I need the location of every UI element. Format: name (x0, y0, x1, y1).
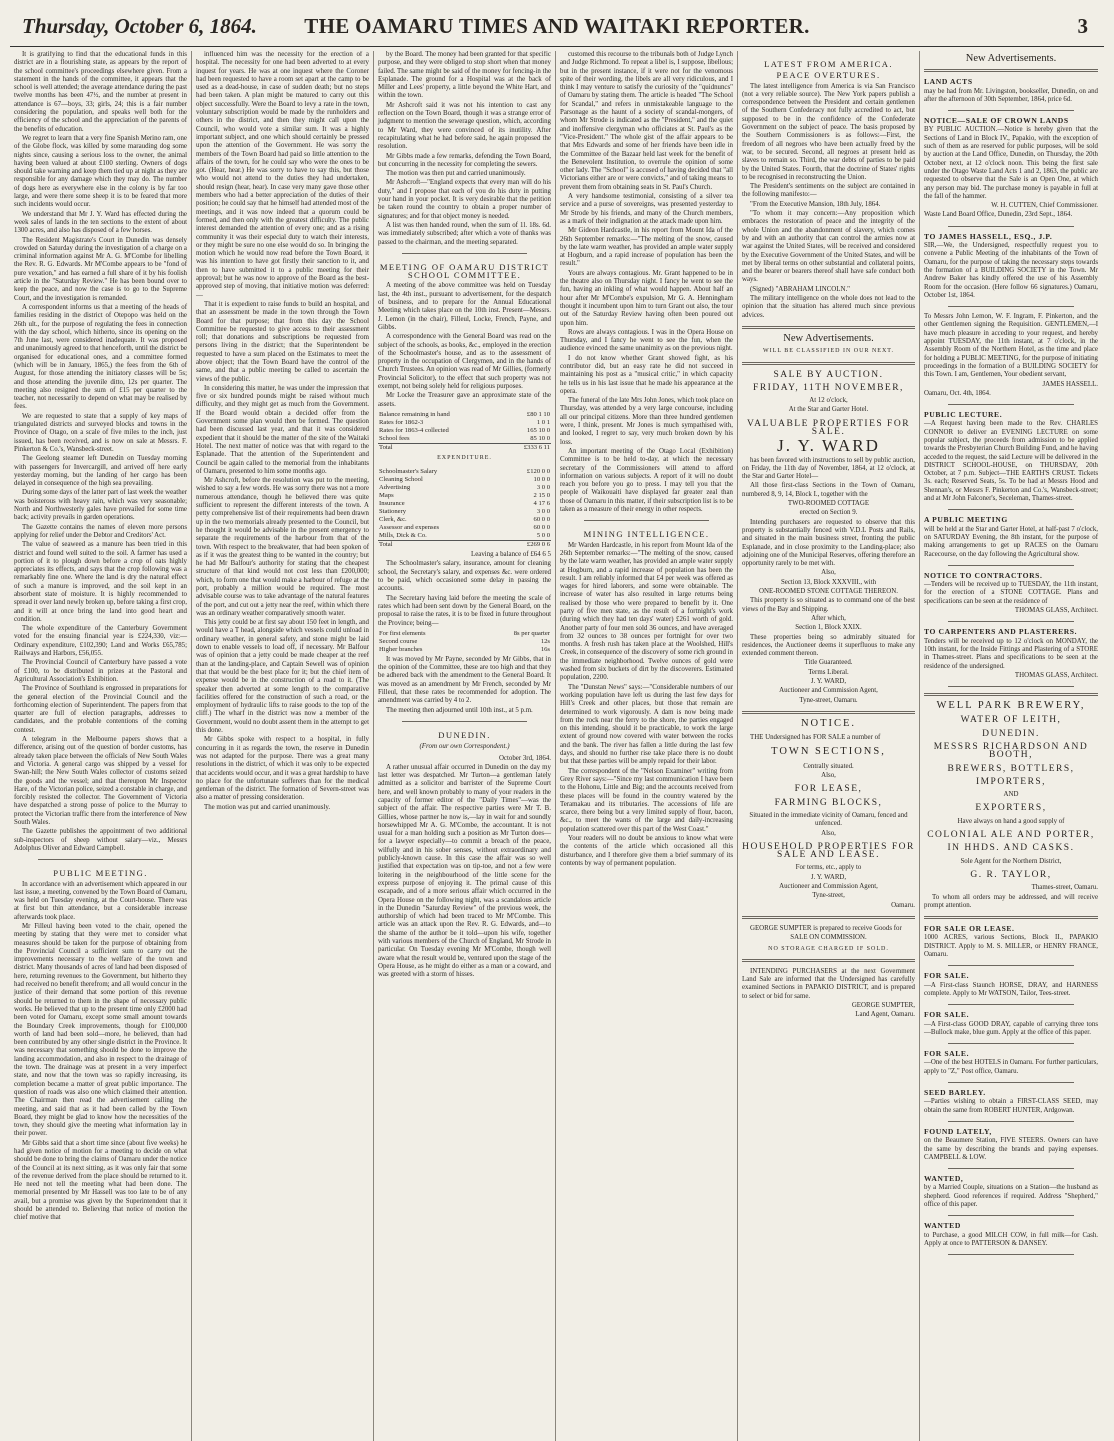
paragraph: Section 13, Block XXXVIII., with (780, 578, 877, 586)
ward-signature: J. Y. WARD, (810, 873, 847, 881)
dunedin-heading: DUNEDIN. (438, 729, 491, 740)
row-label: Rates for 1862-3 (379, 418, 424, 426)
paragraph: The military intelligence on the whole does not lead to the opinion that the situation has altered much since previous advices. (742, 295, 915, 319)
advertisement (924, 572, 1098, 622)
divider (948, 565, 1074, 566)
ad-sig: THOMAS GLASS, Architect. (1014, 607, 1098, 615)
paragraph: These properties being so admirably situated for residences, the Auctioneer deems it superfluous to make any extended comment thereon. (742, 633, 915, 658)
expenditure-total-label: Total (378, 541, 507, 550)
column-3 (374, 51, 556, 1441)
table-row (378, 638, 551, 646)
paragraph: All those first-class Sections in the Town of Oamaru, numbered 8, 9, 14, Block I., together with the (742, 482, 915, 498)
row-value: 3 0 0 (536, 484, 550, 492)
table-row (378, 427, 551, 435)
public-meeting-end (378, 51, 551, 247)
ad-title: FOUND LATELY, (924, 1126, 992, 1136)
ad-text: 1000 ACRES, various Sections, Block II., PAPAKIO DISTRICT. Apply to M. S. MILLER, or HENRY FRANCE, Oamaru. (924, 934, 1098, 959)
brewery-line-10: COLONIAL ALE AND PORTER, (927, 830, 1095, 841)
paragraph: The Resident Magistrate's Court in Dunedin was densely crowded on Saturday during the investigation of a charge on a criminal information against Mr A. G. M'Combe for libelling the Rev. R. G. Edwards. Mr M'Combe appears to be "fond of pure vexation," and has earned a full share of it by his foolish article in the "Saturday Review." He has been bound over to keep the peace, and now the case is to go to the Supreme Court, and the investigation is remanded. (14, 236, 187, 302)
advertisement (924, 1175, 1098, 1216)
notice-heading: NOTICE. (800, 717, 857, 729)
advertisement (924, 78, 1098, 111)
advertisement (924, 233, 1098, 307)
divider (948, 226, 1074, 227)
row-value: 60 0 0 (533, 524, 550, 532)
row-value: 10 0 0 (533, 476, 550, 484)
ad-title: PUBLIC LECTURE. (924, 410, 1003, 420)
paragraph: Mr Gideon Hardcastle, in his report from Mount Ida of the 26th September remarks:—"The melting of the snow, caused by the late warm weather, has provided an ample water supply at Hogburn, and a rapid increase of population has been the result." (560, 227, 733, 268)
row-label: School fees (379, 434, 410, 442)
farming-text: Situated in the immediate vicinity of Oamaru, fenced and unfenced. (749, 811, 908, 828)
advertisement (924, 1011, 1098, 1044)
paragraph: Mr Ashcroft—"England expects that every man will do his duty," and I propose that each of you do his duty in putting your hand in your pocket. It is very desirable that the petition be taken round the country to obtain a proper number of signatures; and for that object money is needed. (378, 179, 551, 220)
paragraph: It was moved by Mr Payne, seconded by Mr Gibbs, that in the opinion of the Committee, these are too high and that they be adhered back with the amendment to the General Board. It was moved as an amendment by Mr French, seconded by Mr Filleul, that these rates be recommended for adoption. The amendment was carried by 4 to 2. (378, 655, 551, 705)
paragraph: In considering this matter, he was under the impression that five or six hundred pounds might be raised without much difficulty, and they might get as much from the Government. If the Board would obtain a decided offer from the Government some plan would then be formed. The question had been discussed last year, and that it was considered expedient that it should be the matter of the site of the Waitaki Hotel. The next matter of notice was that with regard to the Esplanade. That the attention of the Superintendent and Council be again called to the memorial from the inhabitants of Oamaru, presented to him some months ago. (196, 384, 369, 475)
table-row (378, 500, 551, 508)
terms-apply: For terms, etc., apply to (795, 864, 862, 872)
advertisement (924, 925, 1098, 966)
divider (742, 362, 915, 365)
paragraph: Title Guaranteed. (804, 659, 853, 667)
paragraph: The whole expenditure of the Canterbury Government voted for the ensuing financial year is £224,330, viz:—Ordinary expenditure, £102,390; Land and Works £65,785; Railways and Harbors, £56,055. (14, 625, 187, 658)
table-row (378, 492, 551, 500)
fees-table (378, 630, 551, 654)
row-value: 12s (540, 637, 550, 645)
newspaper-title: THE OAMARU TIMES AND WAITAKI REPORTER. (304, 14, 810, 38)
paragraph: The value of seaweed as a manure has been tried in this district and found well suited to the soil. A farmer has used a portion of it to plough down before a crop of oats highly appreciates its effects, and says that the crop following was a remarkably fine one. Where the land is dry the natural effect of such a manure is improved, and the soil kept in an absorbent state of moisture. It is highly recommended to spread it over land newly broken up, before taking a first crop, and it will at once bring the land into good heart and condition. (14, 541, 187, 623)
ad-text: by a Married Couple, situations on a Station—the husband as shepherd. Good references if required. Address "Shepherd," office of this paper. (924, 1184, 1098, 1208)
advertisement (924, 1050, 1098, 1083)
brewery-line-15: To whom all orders may be addressed, and will receive prompt attention. (924, 893, 1098, 909)
advertisement (924, 313, 1098, 405)
paragraph: The Gazette publishes the appointment of two additional sub-inspectors of sheep without salary—viz., Messrs Adolphus Oliver and Edward Campbell. (14, 828, 187, 852)
ad-text: —One of the best HOTELS in Oamaru. For further particulars, apply to "Z," Post office, Oamaru. (924, 1059, 1098, 1075)
row-value: 5 0 0 (536, 532, 550, 540)
divider (948, 1215, 1074, 1216)
local-news (14, 51, 187, 853)
balance-table (378, 411, 551, 452)
paragraph: The Gazette contains the names of eleven more persons applying for relief under the Debtor and Creditors' Act. (14, 523, 187, 539)
paragraph: Terms Liberal. (808, 668, 849, 676)
ward-intro: has been favored with instructions to sell by public auction, on Friday, the 11th day of November, 1864, at 12 o'clock, at the Star and Garter Hotel— (742, 456, 915, 481)
divider (924, 693, 1098, 696)
row-label: Stationery (379, 508, 407, 516)
advertisement (924, 516, 1098, 565)
paragraph: Intending purchasers are requested to observe that this property is substantially fenced with V.D.L Posts and Rails, and situated in the main business street, fronting the public Esplanade, and in close proximity to the Landing-place; also adjoining one of the Municipal Reserves, offering therefore an opportunity rarely to be met with. (742, 518, 915, 568)
balance-total-row (378, 443, 551, 452)
table-row (378, 468, 551, 476)
paragraph: A meeting of the above committee was held on Tuesday last, the 4th inst., pursuant to advertisement, for the despatch of business, and to prepare for the Annual Educational Meeting which takes place on the 10th inst. Present—Messrs. J. Lemon (in the chair), Filleul, Locke, French, Payne, and Gibbs. (378, 282, 551, 331)
sumpter-note: NO STORAGE CHARGED IF SOLD. (768, 945, 889, 952)
divider (924, 916, 1098, 919)
divider (948, 1043, 1074, 1044)
advertisement (924, 1222, 1098, 1255)
row-value: 85 10 0 (530, 434, 550, 442)
dunedin-date: October 3rd, 1864. (498, 754, 551, 762)
leaving-balance: Leaving a balance of £64 6 5 (471, 551, 551, 559)
divider (948, 1121, 1074, 1122)
paragraph: A correspondent informs us that a meeting of the heads of families residing in the district of Otepopo was held on the 26th ult., for the purpose of regulating the fees in connection with the day school, which hitherto, since its opening on the 7th June last, were considered inadequate. It was proposed and unanimously agreed to that henceforth, until the district be organised for educational ones, and a committee formed (which will be in January, 1865,) the fees from the 6th of August, for those attending the initiatory classes will be 5s; and those attending the juvenile ditto, 12s per quarter. The meeting also resigned the sum of £15 per quarter to the teacher, not necessarily to depend on what may be realised by fees. (14, 303, 187, 411)
paragraph: A rather unusual affair occurred in Dunedin on the day my last letter was despatched. Mr Turton—a gentleman lately admitted as a solicitor and barrister of the Supreme Court here, and well known probably to many of your readers in the capacity of former editor of the "Daily Times"—was the subject of the affair. The respective parties were Mr T. B. Gillies, whose partner he now is,—lay in wait for and soundly horsewhipped Mr A. G. M'Combe, the accountant. It is not usual for a man holding such a position as Mr Turton does—for a lawyer especially—to commit a breach of the peace, wilfully and in his sober senses, without extraordinary and publicly-known cause. In this case the affair was so well justified that expectation was on tip-toe, and not a few were loitering in the neighbourhood of the little scene for the express purpose of enjoying it. The primal cause of this escapade, and of a more serious affair which occurred in the Opera House on the following night, was a scandalous article in the Dunedin "Saturday Review" of the previous week, the authorship of which had been traced to Mr M'Combe. This article was an attack upon the Rev. R. G. Edwards, and—to the shame of the author be it told—upon his wife, together with various members of the Church of England, Mr Strode in particular. On Tuesday evening Mr M'Combe, though well aware what the result would be, ventured upon the stage of the Opera House, as he might do either as a man or a coward, and was greeted with a storm of hisses. (378, 763, 551, 979)
ad-sig: THOMAS GLASS, Architect. (1014, 671, 1098, 679)
page-number: 3 (1077, 14, 1088, 38)
auctioneer-name: J. Y. WARD (777, 436, 880, 456)
table-row (378, 508, 551, 516)
paragraph: by the Board. The money had been granted for that specific purpose, and they were obliged to stop short when that money failed. The same might be said of the money for fencing-in the Esplanade. The ground for a Hospital was at the back of Miller and Lees' property, a little beyond the White Hart, and within the town. (378, 51, 551, 100)
row-label: Schoolmaster's Salary (379, 468, 438, 476)
table-row (378, 484, 551, 492)
expenditure-total-value: £269 0 6 (507, 541, 551, 550)
paragraph: Mr Gibbs made a few remarks, defending the Town Board, but concurring in the necessity for completing the sewers. (378, 152, 551, 168)
brewery-city: DUNEDIN. (982, 728, 1040, 739)
paragraph: The President's sentiments on the subject are contained in the following manifesto:— (742, 183, 915, 199)
ad-text: may be had from Mr. Livingston, bookseller, Dunedin, on and after the afternoon of 30th September, 1864, price 6d. (924, 87, 1098, 103)
paragraph: We are requested to state that a supply of key maps of triangulated districts and surveyed blocks and towns in the Province of Otago, on a scale of five miles to the inch, just issued, has been received, and is now on sale at Messrs. F. Pinkerton & Co.'s, Wansbeck-street. (14, 412, 187, 453)
ward-sale-items (742, 482, 915, 704)
brewery-owners: MESSRS RICHARDSON AND BOOTH, (933, 742, 1089, 761)
school-committee-article-2 (378, 560, 551, 627)
row-label: Second course (379, 637, 418, 645)
new-ads-heading: New Advertisements. (783, 332, 874, 344)
paragraph: Rows are always contagious. I was in the Opera House on Thursday, and I fancy he went to see the fun, when the audience evinced the same unanimity as on the previous night. (560, 328, 733, 353)
row-value: 2 15 0 (533, 492, 550, 500)
columns (10, 51, 1104, 1441)
divider (38, 859, 163, 860)
divider (948, 1168, 1074, 1169)
paragraph: A correspondence with the General Board was read on the subject of the schools, as books, &c., employed in the erection of the Schoolmaster's house, and as to the assessment of property in the occupation of Clergymen, and in the hands of Church Trustees. An opinion was read of Mr Gillies, (formerly Provincial Solicitor), to the effect that such property was not exempt, not being solely held for religious purposes. (378, 333, 551, 390)
public-meeting-continued (196, 51, 369, 812)
divider (948, 621, 1074, 622)
paragraph: customed this recourse to the tribunals both of Judge Lynch and Judge Richmond. To repeat a libel is, I suppose, libellous; but in the present instance, if it were not for the venomous spite of their wording, the libels are all very ridiculous, and I think I may venture to satisfy the curiosity of the "quidnuncs" of Oamaru by stating them. The article is headed "The School for Scandal," and refers in unmistakeable language to the Parsonage as the haunt of a society of scandal-mongers, of whom Mr Strode is indicated as the "President," and the quiet and inoffensive clergyman who officiates at St. Paul's as the "Vice-President." The whole gist of the affair appears to be that Mrs Edwards and some of her friends have been idle in the Committee of the Bazaar held last week for the benefit of the Benevolent Institution, to overrule the opinion of some other lady. The "School" is accused of having decided that "all Victorians either are or were convicts," and of taking means to prevent them from obtaining seats in St. Paul's Church. (560, 51, 733, 191)
divider (742, 711, 915, 714)
paragraph: (Signed) "ABRAHAM LINCOLN." (750, 285, 850, 293)
divider (924, 69, 1098, 72)
dunedin-article-continued (560, 51, 733, 514)
sale-place: At the Star and Garter Hotel. (788, 406, 869, 414)
sale-time: At 12 o'clock, (809, 397, 848, 405)
sale-date: FRIDAY, 11TH NOVEMBER, (753, 382, 904, 393)
divider (948, 306, 1074, 307)
masthead (10, 0, 1104, 47)
ward-signature-4: Oamaru. (891, 901, 915, 909)
divider (948, 404, 1074, 405)
paragraph: Your readers will no doubt be anxious to know what were the contents of the article which occasioned all this disturbance, and I therefore give them a brief summary of its contents by way of permanent population. (560, 835, 733, 867)
column-1 (10, 51, 192, 1441)
paragraph: The Schoolmaster's salary, insurance, amount for cleaning school, the Secretary's salary, and expenses &c. were ordered to be paid, which occasioned some delay in passing the accounts. (378, 560, 551, 593)
row-label: Insurance (379, 500, 405, 508)
paragraph: Mr Locke the Treasurer gave an approximate state of the assets. (378, 392, 551, 408)
school-committee-heading: MEETING OF OAMARU DISTRICT SCHOOL COMMITTEE. (379, 261, 550, 281)
expenditure-heading: EXPENDITURE. (437, 454, 492, 461)
also-1: Also, (821, 772, 836, 780)
row-label: Advertising (379, 484, 411, 492)
brewery-line-7: AND (1003, 791, 1019, 799)
sumpter-text: GEORGE SUMPTER is prepared to receive Goods for (750, 924, 902, 932)
issue-date: Thursday, October 6, 1864. (22, 14, 257, 38)
sale-heading: SALE BY AUCTION. (773, 369, 884, 380)
ad-text: —A First-class Staunch HORSE, DRAY, and HARNESS complete. Apply to Mr WATSON, Tailor, Tees-street. (924, 981, 1098, 997)
household-properties: HOUSEHOLD PROPERTIES FOR SALE AND LEASE. (742, 841, 915, 861)
balance-total-value: £333 6 11 (507, 443, 551, 452)
table-row (378, 419, 551, 427)
public-meeting-heading: PUBLIC MEETING. (53, 868, 148, 879)
paragraph: Tyne-street, Oamaru. (799, 696, 858, 704)
ad-title: FOR SALE. (924, 1010, 970, 1020)
paragraph: A very handsome testimonial, consisting of a silver tea service and a purse of sovereigns, was presented yesterday to Mr Strode by his friends, and many of the Church members, as a mark of their indignation at the attack made upon him. (560, 193, 733, 225)
ad-text: BY PUBLIC AUCTION.—Notice is hereby given that the Sections of Land in Block IV., Papakio, with the exception of such of them as are reserved for public purposes, will be sold by auction at the Land Office, Dunedin, on Thursday, the 20th October next, at 12 o'clock noon. This being the first sale under the Otago Waste Land Acts 1 and 2, 1863, the public are requested to observe that the Sale is an Open One, at which any person may bid. The purchase money is payable in full at the fall of the hammer. (924, 126, 1098, 200)
expenditure-table (378, 468, 551, 549)
brewery-line-11: IN HHDS. AND CASKS. (947, 843, 1075, 854)
farming-blocks: FARMING BLOCKS, (774, 797, 883, 808)
divider (742, 959, 915, 962)
brewery-line-12: Sole Agent for the Northern District, (960, 857, 1062, 865)
paragraph: In accordance with an advertisement which appeared in our last issue, a meeting, convened by the Town Board of Oamaru, was held on Tuesday evening, at the Court-house. There was at first but thin attendance, but a considerable increase afterwards took place. (14, 880, 187, 921)
brewery-line-9: Have always on hand a good supply of (957, 817, 1065, 825)
ad-text: Tenders will be received up to 12 o'clock on MONDAY, the 10th instant, for the Inside Fittings and Plastering of a STORE in Thames-street. Plans and specifications to be seen at the residence of the undersigned. (924, 637, 1098, 670)
paragraph: Mr Warden Hardcastle, in his report from Mount Ida of the 26th September remarks:—"The melting of the snow, caused by the late warm weather, has provided an ample water supply at Hogburn, and a rapid increase of population has been the result. I am reliably informed that £4 per week was offered as wages for hired laborers, and some were obtainable. The increase of water has also resulted in large returns being realised by those who were prepared to benefit by it. One party of five men state, as the result of a fortnight's work (during which they had ten days' water) £261 worth of gold. Another party of four men sold 36 ounces, and have averaged from 32 ounces to 38 ounces per fortnight for over two months. A fresh rush has taken place at the Woolshed, Hill's Creek, in consequence of the discovery of some rich ground in the immediate neighborhood. Twelve ounces of gold were washed from six buckets of dirt by the discoverers. Estimated population, 2200. (560, 541, 733, 682)
row-value: 165 10 0 (526, 426, 550, 434)
advertisements (924, 78, 1098, 687)
row-value: £120 0 0 (526, 468, 550, 476)
balance-total-label: Total (378, 443, 507, 452)
row-value: £80 1 10 (526, 410, 550, 418)
ad-title: A PUBLIC MEETING (924, 515, 1008, 525)
paragraph: Mr Ashcroft said it was not his intention to cast any reflection on the Town Board, though it was a strange error of judgment to mention the sewerage question, which, according to Mr Ward, they were convinced of its inutility. After recapitulating what he had before said, he again proposed the resolution. (378, 101, 551, 151)
ad-text: —Tenders will be received up to TUESDAY, the 11th instant, for the erection of a STONE COTTAGE. Plans and specifications can be seen at the residence of (924, 581, 1098, 605)
public-meeting-article (14, 881, 187, 1223)
table-row (378, 646, 551, 654)
ward-signature-3: Tyne-street, (812, 892, 845, 900)
column-5 (738, 51, 920, 1441)
row-label: Maps (379, 492, 394, 500)
divider (948, 110, 1074, 111)
divider (742, 326, 915, 329)
peace-heading: PEACE OVERTURES. (776, 70, 881, 81)
dunedin-subheading: (From our own Correspondent.) (419, 742, 510, 751)
divider (402, 721, 527, 722)
ad-text: SIR,—We, the Undersigned, respectfully request you to convene a Public Meeting of the inhabitants of the Town of Oamaru, for the purpose of taking the necessary steps towards the formation of a BUILDING SOCIETY in the Town. Mr Andrew Baker has kindly offered the use of his Assembly Room for the occasion. (Here follow 66 signatures.) Oamaru, October 1st, 1864. (924, 242, 1098, 299)
row-label: Balance remaining in hand (379, 410, 450, 418)
advertisement (924, 1128, 1098, 1169)
row-label: Cleaning School (379, 476, 423, 484)
brewery-line-14: Thames-street, Oamaru. (1031, 884, 1098, 892)
paragraph: Section 1, Block XXIX. (795, 624, 862, 632)
paragraph: A list was then handed round, when the sum of 1l. 18s. 6d. was immediately subscribed; after which a vote of thanks was passed to the chairman, and the meeting separated. (378, 221, 551, 246)
paragraph: An important meeting of the Otago Local (Exhibition) Committee is to be held to-day, at which the necessary secretary of the Commissioners will attend to afford information on various subjects. A report of it will no doubt reach you before you go to press. I may tell you that the people of Waikouaiti have displayed far greater zeal than those of Oamaru in this matter, if their subscription list is to be taken as a measure of their energy in other respects. (560, 447, 733, 514)
mining-article (560, 542, 733, 869)
new-ads-heading-2: New Advertisements. (965, 53, 1057, 64)
paragraph: The motion was then put and carried unanimously. (386, 170, 526, 178)
paragraph: The correspondent of the "Nelson Examiner" writing from Grey River says:—"Since my last communication I have been to the Hohonu, Little and Big; and the accounts received from these places will be found in the country watered by the Teramakau and its tributaries. The accessions of life are scarce, there being but a very limited supply of flour, bacon, &c., to meet the wants of the large and daily-increasing population scattered over this part of the West Coast." (560, 767, 733, 833)
advertisement (924, 117, 1098, 227)
ward-signature-2: Auctioneer and Commission Agent, (779, 883, 878, 891)
ad-title: FOR SALE. (924, 1049, 970, 1059)
row-value: 4 17 6 (533, 500, 550, 508)
brewery-line-8: EXPORTERS, (975, 803, 1047, 814)
divider (584, 520, 709, 521)
paragraph: The Secretary having laid before the meeting the scale of rates which had been sent down by the General Board, on the proposal to raise the rates, it is to be fixed in future throughout the Province; being— (378, 594, 551, 627)
school-committee-article-3 (378, 656, 551, 715)
paragraph: Yours are always contagious. Mr. Grant happened to be in the theatre also on Thursday night. I fancy he went to see the fun, having an inkling of what would happen. About half an hour after Mr M'Combe's expulsion, Mr G. A. Henningham thought it incumbent upon him to turn Grant out also, the tour out of the Saturday Review having often been poured out upon him. (560, 269, 733, 327)
paragraph: Mr Ashcroft, before the resolution was put to the meeting, wished to say a few words. He was sorry there was not a more numerous attendance, though he believed there was quite sufficient to represent the different interests of the town. A petty comprehensive list of their requirements had been drawn up in the two memorials already presented to the Council, but he thought it would be advisable in the present emergency to separate the requirements of the harbour from that of the town. With respect to the breakwater, that had been spoken of as if it was the greatest thing to be wanted in the country; but he had Mr Balfour's authority for stating that the cheapest structure of that kind would not cost less than £200,000; which, to form one that would make a harbour of refuge at the port, probably a million would be required. The most advisable course was to take advantage of the natural features of the port, and cut out a jetty near the reef, within which there was an ordinary weather comparatively smooth water. (196, 477, 369, 617)
paragraph: We understand that Mr J. Y. Ward has effected during the week sales of lands in the ten sections to the extent of about 1300 acres, and also has disposed of a few horses. (14, 210, 187, 235)
ad-text: To Messrs John Lemon, W. F. Ingram, F. Pinkerton, and the other Gentlemen signing the Requisition. GENTLEMEN,—I have much pleasure in acceding to your request, and hereby appoint TUESDAY, the 11th instant, at 7 o'clock, in the Assembly Room of the Northern Hotel, as the time and place for holding a PUBLIC MEETING, for the purpose of initiating proceedings in the formation of a BUILDING SOCIETY for this Town. I am, Gentlemen, Your obedient servant, (924, 313, 1098, 379)
school-committee-article (378, 282, 551, 408)
paragraph: The Provincial Council of Canterbury have passed a vote of £100, to be distributed in prizes at the Pastoral and Agricultural Association's Exhibition. (14, 659, 187, 683)
paragraph: We regret to learn that a very fine Spanish Merino ram, one of the Globe flock, was killed by some marauding dog some nights since, causing a serious loss to the owner, the animal having been valued at about £100 sterling. Owners of dogs should take warning and keep them tied up at night as they are responsible for any damage which they may do. The number of dogs here as everywhere else in the colony is by far too large, and were there some sheep it is to be feared that more such incidents would occur. (14, 134, 187, 209)
brewery-line-13: G. R. TAYLOR, (970, 869, 1052, 880)
row-label: Higher branches (379, 645, 423, 653)
divider (742, 916, 915, 919)
notice-text: THE Undersigned has FOR SALE a number of (750, 734, 881, 742)
column-4 (556, 51, 738, 1441)
paragraph: This property is so situated as to command one of the best views of the Bay and Shipping. (742, 597, 915, 613)
ad-title: FOR SALE OR LEASE. (924, 924, 1015, 934)
table-row (378, 532, 551, 541)
row-value: 8s per quarter (513, 629, 550, 637)
paragraph: "From the Executive Mansion, 18th July, 1864. (750, 200, 881, 208)
brewery-name: WELL PARK BREWERY, (936, 700, 1086, 712)
also-2: Also, (821, 829, 836, 837)
ad-text: to Purchase, a good MILCH COW, in full milk—for Cash. Apply at once to PATTERSON & DANSEY. (924, 1231, 1098, 1247)
brewery-location: WATER OF LEITH, (960, 715, 1062, 726)
classified-note: WILL BE CLASSIFIED IN OUR NEXT. (763, 348, 894, 355)
table-row (378, 435, 551, 444)
paragraph: That it is expedient to raise funds to build an hospital, and that an assessment be made in the town through the Town Board for that purpose; that from this day the School Committee be requested to give access to their assessment roll; that donations and subscriptions be requested from persons living in the district; that the Superintendent be requested to have a sum placed on the Estimates to meet the above object; that the Town Board have the control of the same, and that a public meeting be called to ascertain the views of the public. (196, 300, 369, 383)
paragraph: TWO-ROOMED COTTAGE (787, 500, 870, 508)
table-row (378, 630, 551, 638)
divider (402, 253, 527, 254)
paragraph: The Geelong steamer left Dunedin on Tuesday morning with passengers for Invercargill, and arrived off here early yesterday morning, but the landing of her cargo has been delayed in consequence of the high sea prevailing. (14, 455, 187, 488)
paragraph: The latest intelligence from America is via San Francisco (not a very reliable source). The New York papers publish a correspondence between the President and certain gentlemen of the Southern Confederacy not fully accredited to act, but supposed to be in the confidence of the Confederate Government on the subject of peace. The basis proposed by the Southern Commissioners is as follows:—First, the freedom of all negroes who have been actually freed by the war, to be secured. Second, all negroes at present held as slaves to remain so. Third, the war debts of parties to be paid by the United States. Fourth, that the doctrine of States' rights to be recognised in reconstructing the Union. (742, 82, 915, 181)
brewery-line-6: IMPORTERS, (975, 776, 1047, 787)
divider (948, 1004, 1074, 1005)
america-article (742, 83, 915, 320)
paragraph: Auctioneer and Commission Agent, (779, 687, 878, 695)
for-lease: FOR LEASE, (794, 784, 863, 795)
paragraph: Also, (821, 569, 836, 577)
sumpter-sale: SALE ON COMMISSION. (790, 934, 867, 942)
ad-title: WANTED (924, 1221, 961, 1231)
ad-place: Oamaru, Oct. 4th, 1864. (924, 389, 991, 397)
paragraph: During some days of the latter part of last week the weather was boisterous with heavy rain, which was very seasonable; North and Northwesterly gales have prevailed for some time back; activity prevails in garden operations. (14, 489, 187, 522)
row-label: Assessor and expenses (379, 524, 440, 532)
divider (948, 965, 1074, 966)
row-value: 1 0 1 (536, 418, 550, 426)
column-2 (192, 51, 374, 1441)
paragraph: Mr Gibbs said that a short time since (about five weeks) he had given notice of motion for a meeting to decide on what should be done to bring the claims of Oamaru under the notice of the Council at its next sitting, as it was only fair that some of the revenue derived from the place should be returned to it. He need not tell the meeting what had been done. The memorial presented by Mr Hassell was too late to be of any avail, but a promise was given by the Superintendent that it should be attended to. Believing that notice of motion the chief motive that (14, 1139, 187, 1222)
centrally-situated: Centrally situated. (803, 762, 854, 770)
paragraph: influenced him was the necessity for the erection of a hospital. The necessity for one had been adverted to at every inquest for years. He was at one inquest where the Coroner had been requested to have a room set apart at the camp to be used as a dead-house, in case of sudden death; but no steps had been taken. A plan might be matured to carry out this object successfully. Were the Board to levy a rate in the town, voluntary subscription would be made by the runholders and others in the district, and then they might call upon the Council, who would vote a similar sum. It was a highly important subject, and one which should certainly be pressed upon the attention of the Government. He was sorry the members of the Town Board had paid so little attention to the affairs of the town, for he could say who were the ones to be got. (Hear, hear.) He was sorry to have to say this, but those who would not attend to the duties they had undertaken, should resign (hear, hear). In case very many gave those other members who had a better appreciation of the duties of their position; he could say that he himself had attended most of the meetings, and it was now indeed that a quorum could be formed, and then only with the greatest difficulty. The public interest demanded the attention of every one; and as a rising community it was their especial duty to watch their interests, or they might be sure no one else would do so. In bringing the motion which he would now read before the Town Board, it was his intention to have got firstly their sanction to it, and then to have submitted it to a public meeting for their approval; but he was now to approve of the Board as the best-approved step of moving, that initiative motion was deferred:— (196, 51, 369, 299)
paragraph: "To whom it may concern:—Any proposition which embraces the restoration of peace and the integrity of the whole Union and the abandonment of slavery, which comes by and with an authority that can control the armies now at war against the United States, will be received and considered by the Executive Government of the United States, and will be met by liberal terms on other substantial and collateral points, and the bearer or bearers thereof shall have safe conduct both ways. (742, 210, 915, 284)
town-sections: TOWN SECTIONS, (771, 746, 886, 758)
paragraph: Mr Gibbs spoke with respect to a hospital, in fully concurring in it as regards the town, the reserve in Dunedin was not adapted for the purpose. There was a great many resolutions in the district, of which it was only to be expected that accidents would occur, and it was a great hardship to have no place for the unfortunate sufferers than for the medical gentleman of the district. The formation of Severn-street was also a matter of pressing consideration. (196, 736, 369, 802)
paragraph: Mr Filleul having been voted to the chair, opened the meeting by stating that they were met to consider what measures should be taken for the purpose of obtaining from the Provincial Council a sufficient sum to carry out the improvements necessary to the welfare of the town and district. Many thousands of acres of land had been disposed of here, returning revenues to the Government, but hitherto they had received no benefit therefrom; and all would concur in the justice of their demand that some portion of this revenue should be returned to them in the shape of necessary public works. He believed that up to the present time only £2000 had been voted for Oamaru, except some small amount towards the Boundary Creek improvements, though for £100,000 worth of land had been sold—more, he believed, than had been contributed by any other single district in the Province. It was necessary that something should be done to improve the landing accommodation, and also in respect to the drainage of the town. The drainage was at present in a very imperfect state, and now that the town was so rapidly increasing, its completion became a matter of great public importance. The question of roads was also one which claimed their attention. The Chairman then read the advertisement calling the meeting, and said that as it had been called by the Town Board, they might be glad to know how the necessities of the town, they should give the meeting what information lay in their power. (14, 922, 187, 1138)
table-row (378, 476, 551, 484)
paragraph: The "Dunstan News" says:—"Considerable numbers of our working population have left us during the last few days for Hill's Creek and other places, but those that remain are determined to work vigorously. A dam is now being made from the rock near the ferry to the shore, the parties engaged on this intending, should it be practicable, to work the large extent of ground now covered with water between the rocks and the bank. The river has fallen a little during the last few days, and should no further rise take place there is no doubt but that these parties will be amply repaid for their labor. (560, 683, 733, 766)
ad-text: will be held at the Star and Garter Hotel, at half-past 7 o'clock, on SATURDAY Evening, the 8th instant, for the purpose of making arrangements to get up RACES on the Oamaru Racecourse, on the day following the Agricultural show. (924, 525, 1098, 558)
ad-title: WANTED, (924, 1174, 964, 1184)
paragraph: This jetty could be at first say about 150 feet in length, and would have a T head, alongside which vessels could unload in ordinary weather, in general safety, and stone might be laid down to enable vessels to load off, if necessary. Mr Balfour was of opinion that a jetty could be made cheaper at the reef than at the landing-place, and Captain Sewell was of opinion that that would be the best place for it; but the chief item of expense would be in the construction of a road to it. (The speaker then adverted at some length to the comparative facilities offered for the construction of such a road, or the employment of hydraulic lifts to raise goods to the top of the cliff.) The wharf in the district was now a member of the Government, would no doubt assent them in the attempt to get this done. (196, 619, 369, 735)
table-row (378, 524, 551, 532)
row-value: 3 0 0 (536, 508, 550, 516)
ad-title: TO JAMES HASSELL, ESQ., J.P. (924, 231, 1053, 241)
row-label: Rates for 1863-4 collected (379, 426, 449, 434)
ad-place: Waste Land Board Office, Dunedin, 23rd Sept., 1864. (924, 211, 1073, 219)
ad-title: NOTICE—SALE OF CROWN LANDS (924, 116, 1069, 126)
ad-title: NOTICE TO CONTRACTORS. (924, 570, 1043, 580)
advertisement (924, 1089, 1098, 1122)
ad-text: on the Beaumere Station, FIVE STEERS. Owners can have the same by describing the brands and paying expenses. CAMPBELL & LOW. (924, 1137, 1098, 1161)
sumpter-signature: GEORGE SUMPTER, (851, 1002, 915, 1010)
paragraph: J. Y. WARD, (810, 678, 847, 685)
paragraph: ONE-ROOMED STONE COTTAGE THEREON. (759, 588, 898, 596)
ad-sig: JAMES HASSELL. (1042, 380, 1098, 388)
paragraph: After which, (811, 614, 846, 622)
advertisement (924, 411, 1098, 510)
ad-title: TO CARPENTERS AND PLASTERERS. (924, 627, 1078, 637)
ad-title: LAND ACTS (924, 77, 973, 87)
column-6 (920, 51, 1102, 1441)
paragraph: It is gratifying to find that the educational funds in this district are in a flourishing state, as appears by the report of the school committee's proceedings elsewhere given. From a statement in the hands of the committee, it appears that the school is well attended; the average attendance during the past twelve months has been 47½, and the number at present in attendance is 67—boys, 33; girls, 24; this is a fair number considering the population, and speaks well both for the efficiency of the school and the appreciation of the parents of the benefits of education. (14, 51, 187, 133)
paragraph: The motion was put and carried unanimously. (204, 803, 331, 811)
divider (948, 686, 1074, 687)
table-row (378, 411, 551, 419)
paragraph: A telegram in the Melbourne papers shows that a difference, arising out of the question of border customs, has already taken place between the officials of New South Wales and Victoria. A general cargo was shipped by a vessel for Swan-hill; the New South Wales collector of customs seized the goods and the vessel; and that thereupon Mr Inspector Hare, of the Victorian police, seized a constable in charge, and forcibly resisted the collector. The Government of Victoria have despatched a strong posse of police to the Murray to protect the Victorian traffic there from the interference of New South Wales. (14, 736, 187, 827)
mining-heading: MINING INTELLIGENCE. (583, 529, 710, 540)
row-label: Mills, Dick & Co. (379, 532, 427, 540)
ad-title: SEED BARLEY. (924, 1088, 986, 1098)
divider (948, 1254, 1074, 1255)
expenditure-total-row (378, 541, 551, 550)
ad-sig: W. H. CUTTEN, Chief Commissioner. (991, 202, 1098, 210)
small-advertisements (924, 925, 1098, 1255)
intending-purchasers: INTENDING PURCHASERS at the next Government Land Sale are informed that the Undersigned has carefully examined Sections in PAPAKIO DISTRICT, and is prepared to select or bid for same. (742, 967, 915, 1000)
row-value: 16s (540, 645, 550, 653)
ad-title: FOR SALE. (924, 971, 970, 981)
america-heading: LATEST FROM AMERICA. (764, 59, 893, 69)
advertisement (924, 628, 1098, 687)
paragraph: erected on Section 9. (799, 509, 858, 517)
brewery-line-5: BREWERS, BOTTLERS, (947, 763, 1075, 774)
row-label: Clerk, &c. (379, 516, 407, 524)
paragraph: I do not know whether Grant showed fight, as his contributor did, but an easy rate he did not succeed in maintaining his post as a "musical critic," in which capacity he tells us in his last issue that he made his appearance at the opera. (560, 354, 733, 395)
paragraph: The funeral of the late Mrs John Jones, which took place on Thursday, was attended by a very large concourse, including all our principal citizens. More than three hundred gentlemen were, I think, present. Mr Jones is much sympathised with, and looked, I regret to say, very much broken down by his loss. (560, 397, 733, 446)
ad-text: —A Request having been made to the Rev. CHARLES CONNOR to deliver an EVENING LECTURE on some popular subject, the proceeds from admission to be applied towards the Presbyterian Church Building Fund, and he having acceded to the request, the said Lecture will be delivered in the DISTRICT SCHOOL-HOUSE, on THURSDAY, 20th October, at 7 p.m. Subject—THE EARTH'S CRUST. Tickets 3s. each; Reserved Seats, 5s. To be had at Messrs Hood and Shennan's, or Messrs F. Pinkerton and Co.'s, Wansbeck-street; and at Mr John Falconer's, Seceleman, Thames-street. (924, 420, 1098, 503)
sumpter-signature-2: Land Agent, Oamaru. (855, 1011, 915, 1019)
valuable-properties: VALUABLE PROPERTIES FOR SALE. (746, 418, 911, 437)
divider (948, 1082, 1074, 1083)
ad-text: —A First-class GOOD DRAY, capable of carrying three tons—Bullock make, blue gum. Apply at the office of this paper. (924, 1020, 1098, 1036)
row-label: For first elements (379, 629, 426, 637)
ad-text: —Parties wishing to obtain a FIRST-CLASS SEED, may obtain the same from ROBERT HUNTER, Ardgowan. (924, 1098, 1098, 1114)
dunedin-article (378, 764, 551, 980)
paragraph: The Province of Southland is engrossed in preparations for the general election of the Provincial Council and the forthcoming election of Superintendent. The papers from that quarter are full of election paragraphs, addresses to candidates, and the probable contentions of the coming contest. (14, 685, 187, 734)
row-value: 60 0 0 (533, 516, 550, 524)
advertisement (924, 972, 1098, 1005)
table-row (378, 516, 551, 524)
divider (948, 509, 1074, 510)
paragraph: The meeting then adjourned until 10th inst., at 5 p.m. (386, 706, 533, 714)
